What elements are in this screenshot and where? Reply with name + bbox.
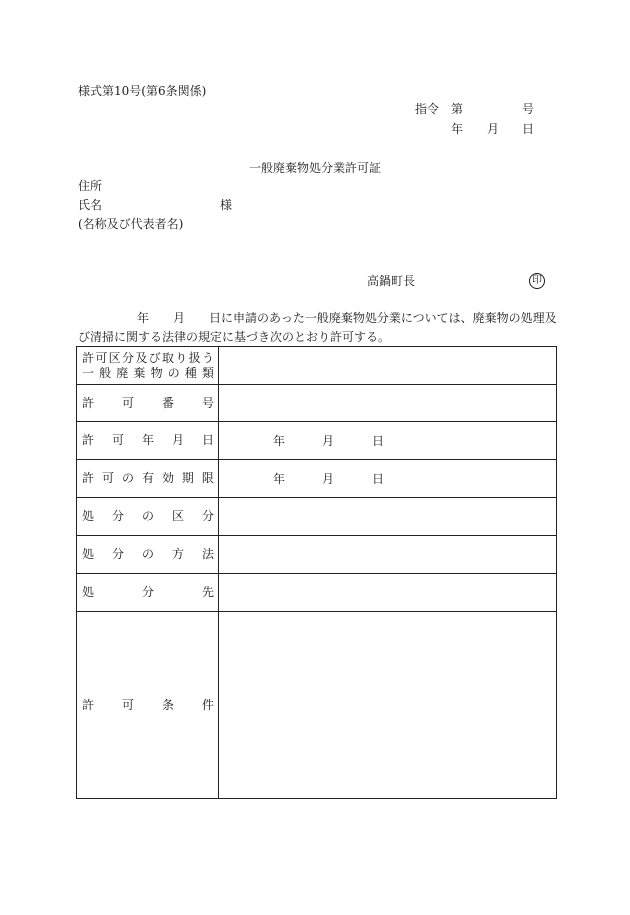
issue-date-day: 日 [522,122,535,136]
seal-icon: 印 [529,273,545,289]
validity-label-cell [77,460,219,498]
label-char: 番 [161,395,174,410]
disposal-method-value-cell [219,536,557,574]
permit-number-value-cell [219,385,557,422]
type-label-line2 [82,366,214,381]
directive-label: 指令 [415,102,440,116]
label-char: 処 [82,585,95,599]
permit-conditions-label [82,698,214,713]
permit-table [76,346,557,799]
body-text-line2: び清掃に関する法律の規定に基づき次のとおり許可する。 [78,330,391,344]
label-char: 方 [171,547,184,561]
label-char: 可 [111,433,124,447]
label-char: 物 [150,365,163,380]
label-char: 条 [161,697,174,712]
label-char: う [201,350,214,365]
label-char: 分 [111,547,124,561]
label-char: の [167,365,180,380]
disposal-category-value-cell [219,498,557,536]
label-char: 区 [171,509,184,523]
label-char: 法 [201,547,214,561]
label-char: 分 [201,509,214,523]
permit-date-value-cell [219,422,557,460]
label-char: 件 [201,697,214,712]
label-char: の [141,547,154,561]
label-char: 類 [201,365,214,380]
label-char: 許 [82,471,95,485]
label-char: 取 [161,350,174,365]
disposal-destination-label-cell [77,574,219,612]
disposal-method-label-cell [77,536,219,574]
document-title: 一般廃棄物処分業許可証 [248,161,381,175]
validity-label [82,471,214,486]
label-char: 種 [184,365,197,380]
label-char: 棄 [133,365,146,380]
permit-conditions-value-cell [219,612,557,799]
label-char: 期 [181,471,194,485]
label-char: 及 [135,350,148,365]
body-year: 年 [137,311,150,325]
name-note: (名称及び代表者名) [78,217,184,231]
label-char: 区 [108,350,121,365]
label-char: 許 [82,697,95,712]
label-char: 処 [82,509,95,523]
permit-number-label [82,396,214,411]
label-char: 許 [82,395,95,410]
label-char: 分 [111,509,124,523]
permit-date-year: 年 [273,433,286,448]
type-label-line1 [82,351,214,366]
directive-number-suffix: 号 [522,102,535,116]
disposal-destination-value-cell [219,574,557,612]
label-char: 有 [141,471,154,485]
label-char: 年 [141,433,154,447]
issuer-title: 高鍋町長 [367,274,416,288]
type-label-cell [77,347,219,385]
address-label: 住所 [78,179,103,193]
issue-date-month: 月 [487,122,500,136]
permit-date-label [82,433,214,448]
label-char: 可 [121,697,134,712]
validity-year: 年 [273,471,286,486]
label-char: 日 [201,433,214,447]
body-text-line1: 日に申請のあった一般廃棄物処分業については、廃棄物の処理及 [209,311,557,325]
label-char: 廃 [116,365,129,380]
label-char: び [148,350,161,365]
permit-conditions-label-cell [77,612,219,799]
label-char: 分 [141,585,154,599]
label-char: の [121,471,134,485]
disposal-category-label [82,509,214,524]
label-char: 分 [121,350,134,365]
directive-number-prefix: 第 [451,102,464,116]
type-value-cell [219,347,557,385]
label-char: 限 [201,471,214,485]
label-char: 可 [121,395,134,410]
label-char: 処 [82,547,95,561]
label-char: 可 [95,350,108,365]
label-char: 一 [82,365,95,380]
label-char: 許 [82,350,95,365]
label-char: 扱 [188,350,201,365]
label-char: 月 [171,433,184,447]
label-char: り [175,350,188,365]
issue-date-year: 年 [451,122,464,136]
validity-day: 日 [372,471,385,486]
validity-month: 月 [322,471,335,486]
honorific: 様 [220,198,233,212]
label-char: 可 [101,471,114,485]
label-char: 先 [201,585,214,599]
permit-date-label-cell [77,422,219,460]
disposal-category-label-cell [77,498,219,536]
label-char: 許 [82,433,95,447]
label-char: の [141,509,154,523]
label-char: 般 [99,365,112,380]
disposal-method-label [82,547,214,562]
label-char: 効 [161,471,174,485]
disposal-destination-label [82,585,214,600]
permit-number-label-cell [77,385,219,422]
name-label: 氏名 [78,198,103,212]
form-number: 様式第10号(第6条関係) [78,84,207,98]
label-char: 号 [201,395,214,410]
body-month: 月 [173,311,186,325]
permit-date-day: 日 [372,433,385,448]
validity-value-cell [219,460,557,498]
permit-date-month: 月 [322,433,335,448]
